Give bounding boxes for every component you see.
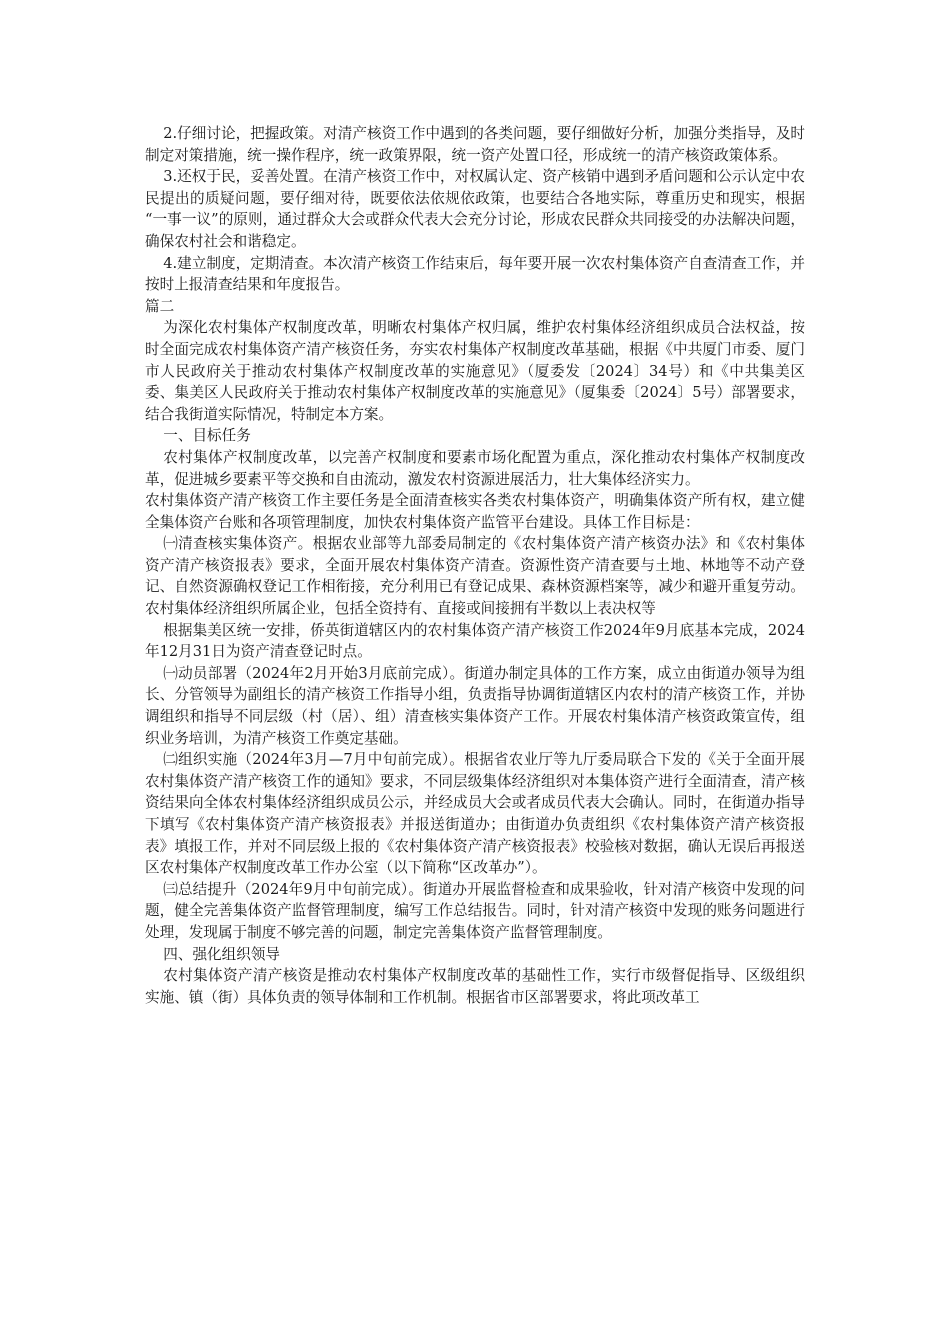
- document-page: [145, 123, 805, 1008]
- paragraph-mobilization: ㈠动员部署（2024年2月开始3月底前完成）。街道办制定具体的工作方案，成立由街道办领导为组长、分管领导为副组长的清产核资工作指导小组，负责指导协调街道辖区内农村的清产核资工作，并协调组织和指导不同层级（村（居）、组）清查核实集体资产工作。开展农村集体清产核资政策宣传，组织业务培训，为清产核资工作奠定基础。: [145, 664, 805, 747]
- paragraph-leadership-system: 农村集体资产清产核资是推动农村集体产权制度改革的基础性工作，实行市级督促指导、区级组织实施、镇（街）具体负责的领导体制和工作机制。根据省市区部署要求，将此项改革工: [145, 967, 805, 1006]
- paragraph-2-discuss-policy: 2.仔细讨论，把握政策。对清产核资工作中遇到的各类问题，要仔细做好分析，加强分类指导，及时制定对策措施，统一操作程序，统一政策界限，统一资产处置口径，形成统一的清产核资政策体系。: [145, 125, 805, 164]
- paragraph-main-tasks: 农村集体资产清产核资工作主要任务是全面清查核实各类农村集体资产，明确集体资产所有权，建立健全集体资产台账和各项管理制度，加快农村集体资产监管平台建设。具体工作目标是：: [145, 492, 805, 531]
- paragraph-implementation: ㈡组织实施（2024年3月—7月中旬前完成）。根据省农业厅等九厅委局联合下发的《关于全面开展农村集体资产清产核资工作的通知》要求，不同层级集体经济组织对本集体资产进行全面清查，清产核资结果向全体农村集体经济组织成员公示，并经成员大会或者成员代表大会确认。同时，在街道办指导下填写《农村集体资产清产核资报表》并报送街道办；由街道办负责组织《农村集体资产清产核资报表》填报工作，并对不同层级上报的《农村集体资产清产核资报表》校验核对数据，确认无误后再报送区农村集体产权制度改革工作办公室（以下简称“区改革办”）。: [145, 751, 805, 877]
- paragraph-reform-overview: 农村集体产权制度改革，以完善产权制度和要素市场化配置为重点，深化推动农村集体产权制度改革，促进城乡要素平等交换和自由流动，激发农村资源进展活力，壮大集体经济实力。: [145, 448, 805, 488]
- paragraph-summary: ㈢总结提升（2024年9月中旬前完成）。街道办开展监督检查和成果验收，针对清产核资中发现的问题，健全完善集体资产监督管理制度，编写工作总结报告。同时，针对清产核资中发现的账务问题进行处理，发现属于制度不够完善的问题，制定完善集体资产监督管理制度。: [145, 880, 805, 941]
- heading-goal-tasks: 一、目标任务: [163, 427, 251, 445]
- section-heading-part-two: 篇二: [145, 297, 175, 315]
- heading-strengthen-leadership: 四、强化组织领导: [163, 945, 281, 963]
- paragraph-4-establish-system: 4.建立制度，定期清查。本次清产核资工作结束后，每年要开展一次农村集体资产自查清查工作，并按时上报清查结果和年度报告。: [145, 254, 805, 294]
- paragraph-3-return-rights: 3.还权于民，妥善处置。在清产核资工作中，对权属认定、资产核销中遇到矛盾问题和公示认定中农民提出的质疑问题，要仔细对待，既要依法依规依政策，也要结合各地实际，尊重历史和现实，根据 “一事一议”的原则，通过群众大会或群众代表大会充分讨论，形成农民群众共同接受的办法解决问题，确保农村社会和谐稳定。: [145, 168, 805, 250]
- paragraph-verify-assets: ㈠清查核实集体资产。根据农业部等九部委局制定的《农村集体资产清产核资办法》和《农村集体资产清产核资报表》要求，全面开展农村集体资产清查。资源性资产清查要与土地、林地等不动产登记、自然资源确权登记工作相衔接，充分利用已有登记成果、森林资源档案等，减少和避开重复劳动。农村集体经济组织所属企业，包括全资持有、直接或间接拥有半数以上表决权等: [145, 535, 805, 618]
- paragraph-intro-purpose: 为深化农村集体产权制度改革，明晰农村集体产权归属，维护农村集体经济组织成员合法权益，按时全面完成农村集体资产清产核资任务，夯实农村集体产权制度改革基础，根据《中共厦门市委、厦门市人民政府关于推动农村集体产权制度改革的实施意见》（厦委发〔2024〕34号）和《中共集美区委、集美区人民政府关于推动农村集体产权制度改革的实施意见》（厦集委〔2024〕5号）部署要求，结合我街道实际情况，特制定本方案。: [145, 319, 805, 423]
- paragraph-schedule: 根据集美区统一安排，侨英街道辖区内的农村集体资产清产核资工作2024年9月底基本完成，2024年12月31日为资产清查登记时点。: [145, 621, 805, 661]
